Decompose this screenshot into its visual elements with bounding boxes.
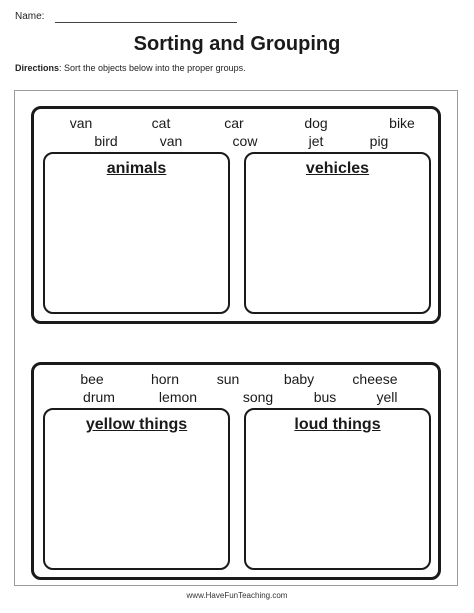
footer-url: www.HaveFunTeaching.com [186,591,288,600]
word-item: dog [304,115,328,131]
loud-things-box[interactable] [244,408,431,570]
yellow-things-label: yellow things [85,416,188,433]
word-item: van [69,115,93,131]
name-line[interactable] [55,22,237,23]
word-item: bird [94,133,118,149]
loud-things-label: loud things [294,416,381,433]
word-item: cat [151,115,171,131]
word-item: song [242,389,274,405]
page-title: Sorting and Grouping [133,33,341,55]
word-item: drum [83,389,115,405]
word-item: cheese [352,371,398,387]
word-item: bee [80,371,104,387]
animals-label: animals [106,160,167,177]
word-item: baby [283,371,315,387]
word-item: car [224,115,244,131]
directions-label: Directions [15,63,60,73]
word-item: cow [232,133,258,149]
vehicles-label: vehicles [305,160,370,177]
word-item: lemon [158,389,198,405]
directions [15,63,246,73]
word-item: van [159,133,183,149]
word-item: sun [216,371,240,387]
word-item: bus [313,389,337,405]
animals-box[interactable] [43,152,230,314]
word-item: yell [376,389,398,405]
word-item: horn [150,371,180,387]
name-label: Name: [15,11,45,22]
vehicles-box[interactable] [244,152,431,314]
word-item: jet [308,133,324,149]
directions-text: : Sort the objects below into the proper groups. [59,63,246,73]
word-item: bike [389,115,415,131]
word-item: pig [369,133,389,149]
yellow-things-box[interactable] [43,408,230,570]
